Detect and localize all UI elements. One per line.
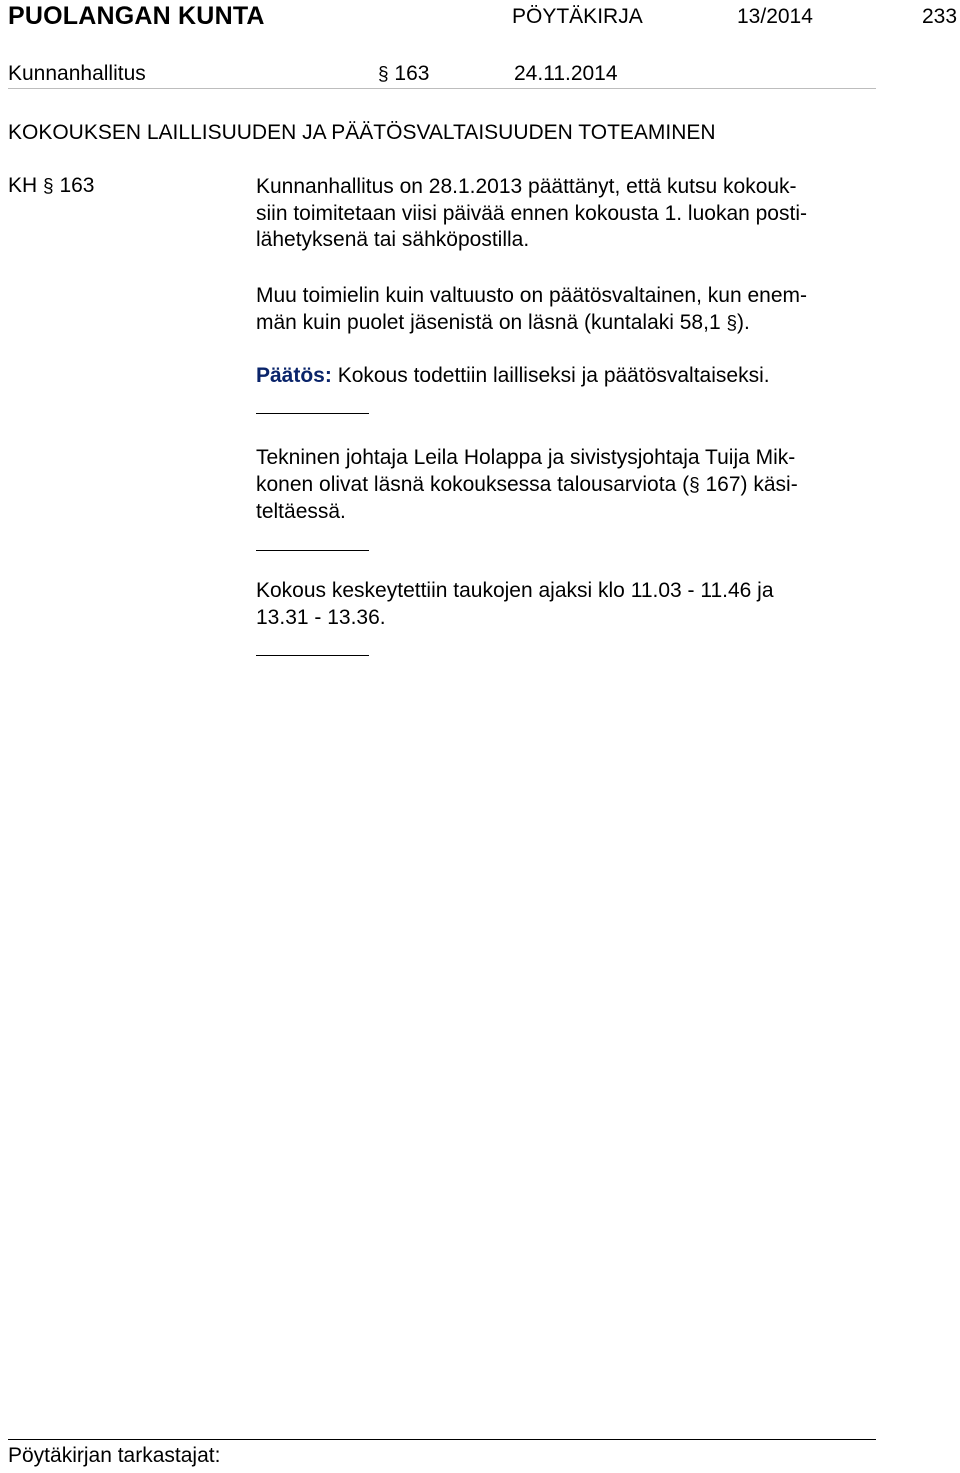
document-number: 13/2014 [737,5,813,28]
text-segment: ). [737,310,750,334]
item-title: KOKOUKSEN LAILLISUUDEN JA PÄÄTÖSVALTAISUUDEN TOTEAMINEN [8,121,716,144]
text-line: Muu toimielin kuin valtuusto on päätösvaltainen, kun enem- [256,284,807,307]
text-segment: konen olivat läsnä kokouksessa talousarviota ( [256,472,690,496]
text-segment: män kuin puolet jäsenistä on läsnä (kuntalaki 58,1 [256,310,727,334]
paragraph-attendees [256,445,876,526]
text-line [256,472,876,500]
organization-name: PUOLANGAN KUNTA [8,2,265,30]
item-reference [8,174,95,198]
section-sign-icon: § [378,64,389,85]
text-line: Kokous keskeytettiin taukojen ajaksi klo 11.03 - 11.46 ja [256,579,774,602]
separator-line [256,550,369,551]
separator-line [256,413,369,414]
text-line: Kunnanhallitus on 28.1.2013 päättänyt, että kutsu kokouk- [256,175,797,198]
decision [256,363,876,390]
paragraph-invitation-rules [256,174,876,254]
header-divider [8,88,876,89]
footer-divider [8,1439,876,1440]
text-segment: 167) käsi- [699,472,798,496]
text-line: lähetyksenä tai sähköpostilla. [256,228,530,251]
paragraph-quorum-rule [256,283,876,337]
text-line: 13.31 - 13.36. [256,605,386,629]
section-reference [378,62,429,86]
section-sign-icon: § [43,176,54,197]
decision-text: Kokous todettiin lailliseksi ja päätösvaltaiseksi. [331,364,770,387]
ref-number: 163 [59,174,95,197]
section-sign-icon: § [689,474,700,496]
footer-label: Pöytäkirjan tarkastajat: [8,1444,221,1467]
text-line: Tekninen johtaja Leila Holappa ja sivistysjohtaja Tuija Mik- [256,446,796,469]
document-type: PÖYTÄKIRJA [512,5,643,28]
section-sign-icon: § [726,312,738,334]
text-line: teltäessä. [256,500,346,523]
text-line [256,363,876,390]
separator-line [256,655,369,656]
section-number: 163 [394,62,430,85]
ref-prefix: KH [8,174,38,197]
text-line [256,310,876,338]
paragraph-breaks [256,578,876,631]
text-line: siin toimitetaan viisi päivää ennen kokousta 1. luokan posti- [256,201,807,225]
meeting-date: 24.11.2014 [514,62,618,85]
decision-label: Päätös: [256,364,332,387]
page-number: 233 [922,5,958,28]
board-name: Kunnanhallitus [8,62,146,85]
